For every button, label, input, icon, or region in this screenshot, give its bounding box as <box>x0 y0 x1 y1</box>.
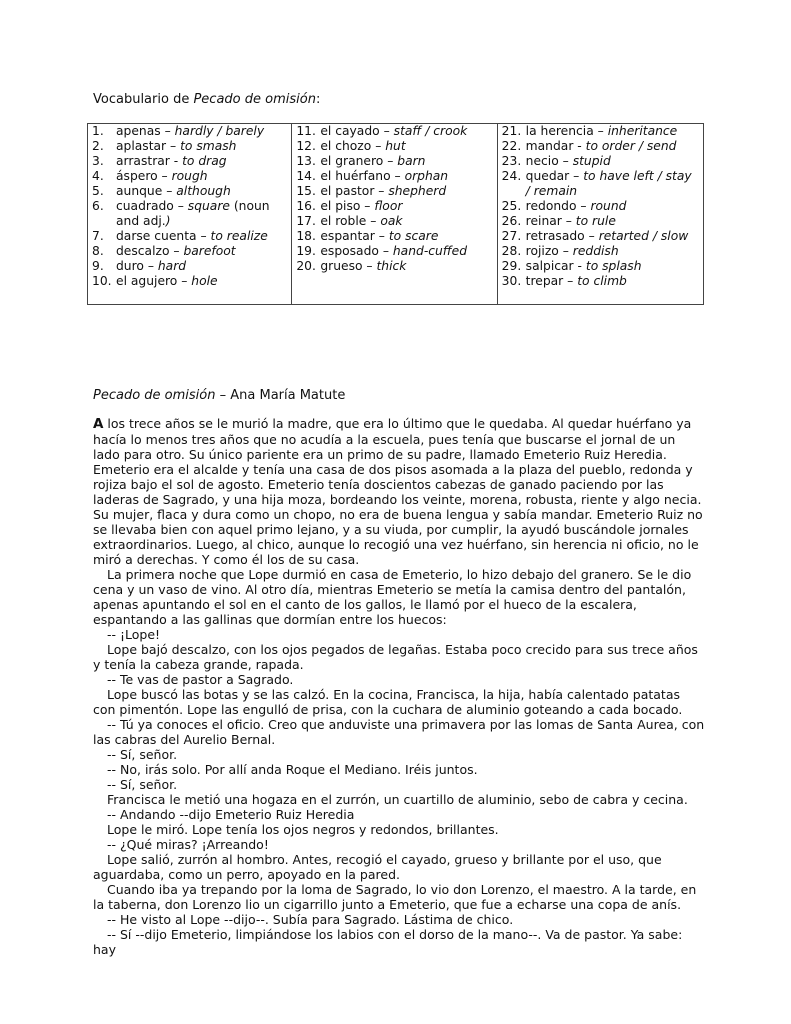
vocab-number: 23. <box>501 154 522 168</box>
vocab-separator: – <box>593 124 608 138</box>
vocab-spanish: el chozo <box>320 139 372 153</box>
vocab-number: 18. <box>296 229 316 243</box>
story-paragraph: -- Sí --dijo Emeterio, limpiándose los labios con el dorso de la mano--. Va de pastor. Ya sabe: hay <box>93 927 683 957</box>
vocab-item <box>292 124 496 139</box>
story-first-paragraph: los trece años se le murió la madre, que era lo último que le quedaba. Al quedar huérfano ya hacía lo menos tres años que no acudía a la escuela, pues tenía que buscarse el jornal de un lado para otro. Su único pariente era un primo de su padre, llamado Emeterio Ruiz Heredia. Emeterio era el alcalde y tenía una casa de dos pisos asomada a la plaza del pueblo, redonda y rojiza bajo el sol de agosto. Emeterio tenía doscientos cabezas de ganado paciendo por las laderas de Sagrado, y una hija moza, bordeando los veinte, morena, robusta, riente y algo necia. Su mujer, flaca y dura como un chopo, no era de buena lengua y sabía mandar. Emeterio Ruiz no se llevaba bien con aquel primo lejano, y a su viuda, por cumplir, la ayudó buscándole jornales extraordinarios. Luego, al chico, aunque lo recogió una vez huérfano, sin herencia ni oficio, no le miró a derechas. Y como él los de su casa. <box>93 416 703 567</box>
vocab-separator: – <box>157 169 172 183</box>
story-paragraph: La primera noche que Lope durmió en casa de Emeterio, lo hizo debajo del granero. Se le dio cena y un vaso de vino. Al otro día, mientras Emeterio se metía la camisa dentro del pantalón, apenas apuntando el sol en el canto de los gallos, le llamó por el hueco de la escalera, espantando a las gallinas que dormían entre los huecos: <box>93 567 692 627</box>
story-body <box>93 416 705 957</box>
vocab-item <box>88 184 291 199</box>
vocab-separator: – <box>374 229 389 243</box>
vocab-spanish: el cayado <box>320 124 380 138</box>
vocab-number: 2. <box>92 139 104 153</box>
vocab-english: orphan <box>404 169 449 183</box>
story-paragraph: -- Sí, señor. <box>107 747 178 762</box>
story-paragraph: Lope le miró. Lope tenía los ojos negros y redondos, brillantes. <box>107 822 499 837</box>
vocab-item <box>292 154 496 169</box>
story-paragraph: Lope salió, zurrón al hombro. Antes, recogió el cayado, grueso y brillante por el uso, que aguardaba, como un perro, apoyado en la pared. <box>93 852 662 882</box>
vocab-english: hard <box>157 259 187 273</box>
vocab-note: (noun and adj. <box>116 199 270 228</box>
vocab-item <box>88 154 291 169</box>
vocab-separator: – <box>360 199 375 213</box>
vocab-separator: – <box>173 199 188 213</box>
vocab-item <box>292 184 496 199</box>
story-title <box>93 388 345 404</box>
vocab-spanish: darse cuenta <box>116 229 197 243</box>
vocab-number: 26. <box>501 214 522 228</box>
vocab-separator: – <box>379 124 394 138</box>
vocab-english: to have left / stay / remain <box>525 169 692 198</box>
vocab-number: 22. <box>501 139 522 153</box>
vocab-number: 28. <box>501 244 522 258</box>
vocab-number: 27. <box>501 229 522 243</box>
vocabulary-table <box>87 123 704 305</box>
vocab-item <box>292 214 496 229</box>
vocab-separator: – <box>383 154 398 168</box>
story-paragraph: -- No, irás solo. Por allí anda Roque el Mediano. Iréis juntos. <box>107 762 478 777</box>
vocab-separator: – <box>143 259 158 273</box>
vocabulary-column-3 <box>498 124 703 304</box>
heading-title: Pecado de omisión <box>193 92 316 107</box>
vocab-spanish: esposado <box>320 244 379 258</box>
story-title-text: Pecado de omisión <box>93 388 216 403</box>
vocab-number: 16. <box>296 199 316 213</box>
story-paragraph: -- ¿Qué miras? ¡Arreando! <box>107 837 269 852</box>
vocab-item <box>498 214 703 229</box>
vocab-spanish: grueso <box>320 259 363 273</box>
vocab-separator: – <box>169 244 184 258</box>
vocab-spanish: descalzo <box>116 244 170 258</box>
vocab-english: oak <box>380 214 403 228</box>
vocabulary-heading <box>93 92 320 108</box>
vocab-spanish: retrasado <box>525 229 585 243</box>
vocab-english: hand-cuffed <box>392 244 468 258</box>
vocab-spanish: rojizo <box>525 244 559 258</box>
vocab-english: staff / crook <box>393 124 468 138</box>
vocab-number: 30. <box>501 274 522 288</box>
vocab-separator: – <box>162 184 177 198</box>
vocab-spanish: quedar <box>525 169 570 183</box>
vocab-number: 6. <box>92 199 104 213</box>
vocab-spanish: aplastar <box>116 139 167 153</box>
vocab-number: 10. <box>92 274 112 288</box>
vocab-item <box>498 199 703 214</box>
vocab-spanish: el piso <box>320 199 361 213</box>
vocab-separator: – <box>366 214 381 228</box>
vocab-item <box>498 124 703 139</box>
vocab-english: to scare <box>388 229 439 243</box>
vocab-spanish: trepar <box>525 274 564 288</box>
vocab-number: 25. <box>501 199 522 213</box>
vocab-separator: – <box>561 214 576 228</box>
vocabulary-list <box>292 124 496 274</box>
vocab-english: to realize <box>210 229 268 243</box>
vocab-spanish: el pastor <box>320 184 375 198</box>
vocab-english: barefoot <box>183 244 236 258</box>
vocab-separator: – <box>362 259 377 273</box>
vocab-separator: – <box>563 274 578 288</box>
vocab-separator: – <box>584 229 599 243</box>
vocab-number: 9. <box>92 259 104 273</box>
vocab-item <box>498 139 703 154</box>
vocab-item <box>88 199 291 229</box>
vocab-item <box>88 274 291 289</box>
vocab-number: 8. <box>92 244 104 258</box>
vocab-spanish: espantar <box>320 229 375 243</box>
vocab-spanish: cuadrado <box>116 199 174 213</box>
vocab-item <box>88 244 291 259</box>
vocab-number: 24. <box>501 169 522 183</box>
story-paragraph <box>93 416 705 567</box>
vocab-english: to rule <box>575 214 616 228</box>
vocab-english: reddish <box>572 244 619 258</box>
vocab-separator: - <box>573 139 586 153</box>
vocab-item <box>292 229 496 244</box>
vocab-spanish: salpicar <box>525 259 574 273</box>
story-paragraph: -- He visto al Lope --dijo--. Subía para Sagrado. Lástima de chico. <box>107 912 514 927</box>
vocab-number: 11. <box>296 124 316 138</box>
vocab-spanish: el roble <box>320 214 367 228</box>
story-paragraph: -- Tú ya conoces el oficio. Creo que anduviste una primavera por las lomas de Santa Aurea, con las cabras del Aurelio Bernal. <box>93 717 705 747</box>
vocab-item <box>498 169 703 199</box>
vocab-number: 21. <box>501 124 522 138</box>
vocab-number: 20. <box>296 259 316 273</box>
vocab-separator: – <box>166 139 181 153</box>
vocab-spanish: apenas <box>116 124 161 138</box>
vocab-english: thick <box>376 259 407 273</box>
vocab-separator: – <box>160 124 175 138</box>
vocab-item <box>498 154 703 169</box>
vocab-english: shepherd <box>388 184 447 198</box>
vocab-english: to smash <box>180 139 237 153</box>
story-author: – Ana María Matute <box>215 388 346 403</box>
vocab-english: hole <box>191 274 218 288</box>
vocab-separator: – <box>558 244 573 258</box>
vocab-number: 29. <box>501 259 522 273</box>
vocab-english: floor <box>374 199 403 213</box>
story-paragraph: Lope buscó las botas y se las calzó. En la cocina, Francisca, la hija, había calentado patatas con pimentón. Lope las engulló de prisa, con la cuchara de aluminio goteando a cada bocado. <box>93 687 683 717</box>
vocab-english: inheritance <box>607 124 678 138</box>
vocab-english: square <box>187 199 230 213</box>
vocab-spanish: duro <box>116 259 144 273</box>
vocab-english: hut <box>385 139 406 153</box>
vocab-number: 1. <box>92 124 104 138</box>
vocab-number: 7. <box>92 229 104 243</box>
vocab-spanish: reinar <box>525 214 562 228</box>
vocab-number: 17. <box>296 214 316 228</box>
vocab-number: 15. <box>296 184 316 198</box>
story-paragraph: -- Sí, señor. <box>107 777 178 792</box>
vocab-english: round <box>590 199 627 213</box>
vocab-item <box>292 169 496 184</box>
vocabulary-list <box>498 124 703 289</box>
vocab-english: to drag <box>182 154 227 168</box>
vocab-separator: – <box>390 169 405 183</box>
vocab-number: 3. <box>92 154 104 168</box>
vocab-separator: - <box>573 259 586 273</box>
vocab-spanish: aunque <box>116 184 163 198</box>
vocab-spanish: el huérfano <box>320 169 391 183</box>
vocab-spanish: necio <box>525 154 559 168</box>
vocabulary-column-1 <box>88 124 292 304</box>
vocab-english: to climb <box>577 274 627 288</box>
vocab-note-close: ) <box>165 214 171 228</box>
vocab-item <box>88 124 291 139</box>
vocab-number: 5. <box>92 184 104 198</box>
vocab-item <box>498 229 703 244</box>
story-paragraph: -- Andando --dijo Emeterio Ruiz Heredia <box>107 807 355 822</box>
vocab-number: 19. <box>296 244 316 258</box>
vocab-english: hardly / barely <box>174 124 265 138</box>
vocab-english: stupid <box>572 154 611 168</box>
vocab-item <box>292 244 496 259</box>
story-paragraph: -- ¡Lope! <box>107 627 161 642</box>
vocab-separator: – <box>196 229 211 243</box>
vocab-separator: – <box>378 244 393 258</box>
vocab-separator: - <box>169 154 183 168</box>
heading-prefix: Vocabulario de <box>93 92 194 107</box>
vocab-spanish: áspero <box>116 169 158 183</box>
vocab-item <box>498 274 703 289</box>
vocab-english: barn <box>397 154 426 168</box>
vocab-separator: – <box>558 154 573 168</box>
vocab-item <box>292 259 496 274</box>
vocab-item <box>292 199 496 214</box>
heading-suffix: : <box>315 92 321 107</box>
vocab-spanish: la herencia <box>525 124 594 138</box>
vocab-separator: – <box>177 274 192 288</box>
vocab-number: 13. <box>296 154 316 168</box>
vocab-separator: – <box>374 184 389 198</box>
vocabulary-column-2 <box>292 124 497 304</box>
story-paragraph: Francisca le metió una hogaza en el zurrón, un cuartillo de aluminio, sebo de cabra y cecina. <box>107 792 688 807</box>
vocab-item <box>88 139 291 154</box>
vocab-english: to order / send <box>585 139 677 153</box>
vocab-separator: – <box>371 139 386 153</box>
vocab-english: to splash <box>585 259 642 273</box>
vocab-number: 12. <box>296 139 316 153</box>
story-paragraph: Cuando iba ya trepando por la loma de Sagrado, lo vio don Lorenzo, el maestro. A la tarde, en la taberna, don Lorenzo lio un cigarrillo junto a Emeterio, que fue a echarse una copa de anís. <box>93 882 697 912</box>
vocab-item <box>88 259 291 274</box>
story-paragraph: -- Te vas de pastor a Sagrado. <box>107 672 294 687</box>
vocab-spanish: redondo <box>525 199 577 213</box>
vocab-spanish: arrastrar <box>116 154 170 168</box>
vocab-item <box>498 244 703 259</box>
vocab-spanish: mandar <box>525 139 574 153</box>
vocab-item <box>88 169 291 184</box>
vocab-spanish: el granero <box>320 154 384 168</box>
vocab-separator: – <box>576 199 591 213</box>
vocab-item <box>88 229 291 244</box>
vocab-separator: – <box>569 169 584 183</box>
vocabulary-list <box>88 124 291 289</box>
story-paragraph: Lope bajó descalzo, con los ojos pegados de legañas. Estaba poco crecido para sus trece años y tenía la cabeza grande, rapada. <box>93 642 698 672</box>
drop-cap: A <box>93 416 104 432</box>
vocab-item <box>292 139 496 154</box>
vocab-english: although <box>176 184 231 198</box>
vocab-number: 4. <box>92 169 104 183</box>
vocab-english: retarted / slow <box>598 229 689 243</box>
vocab-item <box>498 259 703 274</box>
vocab-number: 14. <box>296 169 316 183</box>
vocab-spanish: el agujero <box>116 274 178 288</box>
vocab-english: rough <box>171 169 208 183</box>
